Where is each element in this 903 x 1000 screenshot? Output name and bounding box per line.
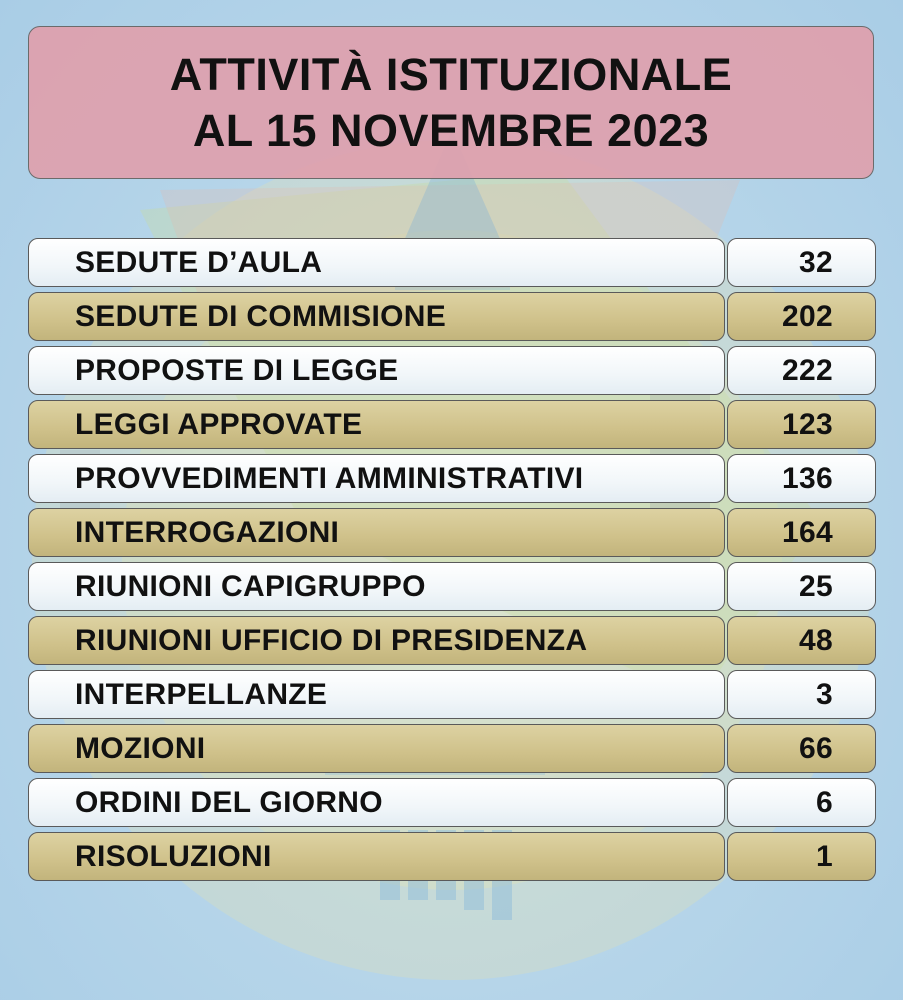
row-label: INTERROGAZIONI — [75, 515, 340, 549]
row-value-cell — [727, 832, 876, 881]
row-label-cell — [28, 400, 725, 449]
row-value: 3 — [816, 677, 833, 711]
row-label: ORDINI DEL GIORNO — [75, 785, 383, 819]
table-row — [28, 562, 878, 611]
row-label-cell — [28, 778, 725, 827]
row-label: RISOLUZIONI — [75, 839, 272, 873]
row-label-cell — [28, 292, 725, 341]
table-row — [28, 778, 878, 827]
row-label-cell — [28, 562, 725, 611]
title-banner — [28, 26, 874, 179]
row-label: LEGGI APPROVATE — [75, 407, 363, 441]
row-label-cell — [28, 508, 725, 557]
row-value: 48 — [799, 623, 833, 657]
row-value: 164 — [782, 515, 833, 549]
row-value: 202 — [782, 299, 833, 333]
row-value: 66 — [799, 731, 833, 765]
table-row — [28, 238, 878, 287]
row-label: PROPOSTE DI LEGGE — [75, 353, 399, 387]
table-row — [28, 292, 878, 341]
row-value-cell — [727, 238, 876, 287]
row-label: INTERPELLANZE — [75, 677, 328, 711]
row-value: 136 — [782, 461, 833, 495]
table-row — [28, 454, 878, 503]
table-row — [28, 832, 878, 881]
row-value: 6 — [816, 785, 833, 819]
row-label: SEDUTE DI COMMISIONE — [75, 299, 447, 333]
row-label: RIUNIONI UFFICIO DI PRESIDENZA — [75, 623, 588, 657]
row-value-cell — [727, 454, 876, 503]
page-title-line-2: AL 15 NOVEMBRE 2023 — [192, 104, 710, 156]
page-title-line-1: ATTIVITÀ ISTITUZIONALE — [169, 48, 733, 100]
row-value-cell — [727, 400, 876, 449]
row-value: 25 — [799, 569, 833, 603]
table-row — [28, 616, 878, 665]
row-label: RIUNIONI CAPIGRUPPO — [75, 569, 426, 603]
row-value-cell — [727, 670, 876, 719]
row-value: 222 — [782, 353, 833, 387]
row-value-cell — [727, 724, 876, 773]
row-label-cell — [28, 346, 725, 395]
row-value: 1 — [816, 839, 833, 873]
row-label-cell — [28, 724, 725, 773]
row-value-cell — [727, 778, 876, 827]
table-row — [28, 508, 878, 557]
row-value: 32 — [799, 245, 833, 279]
table-row — [28, 346, 878, 395]
row-label-cell — [28, 616, 725, 665]
activity-table — [28, 238, 878, 886]
row-label: MOZIONI — [75, 731, 206, 765]
row-value-cell — [727, 562, 876, 611]
row-label: SEDUTE D’AULA — [75, 245, 323, 279]
row-value-cell — [727, 346, 876, 395]
row-label-cell — [28, 238, 725, 287]
table-row — [28, 724, 878, 773]
row-label-cell — [28, 454, 725, 503]
row-value-cell — [727, 508, 876, 557]
table-row — [28, 670, 878, 719]
table-row — [28, 400, 878, 449]
row-label: PROVVEDIMENTI AMMINISTRATIVI — [75, 461, 584, 495]
row-label-cell — [28, 832, 725, 881]
row-value: 123 — [782, 407, 833, 441]
row-value-cell — [727, 616, 876, 665]
row-label-cell — [28, 670, 725, 719]
row-value-cell — [727, 292, 876, 341]
